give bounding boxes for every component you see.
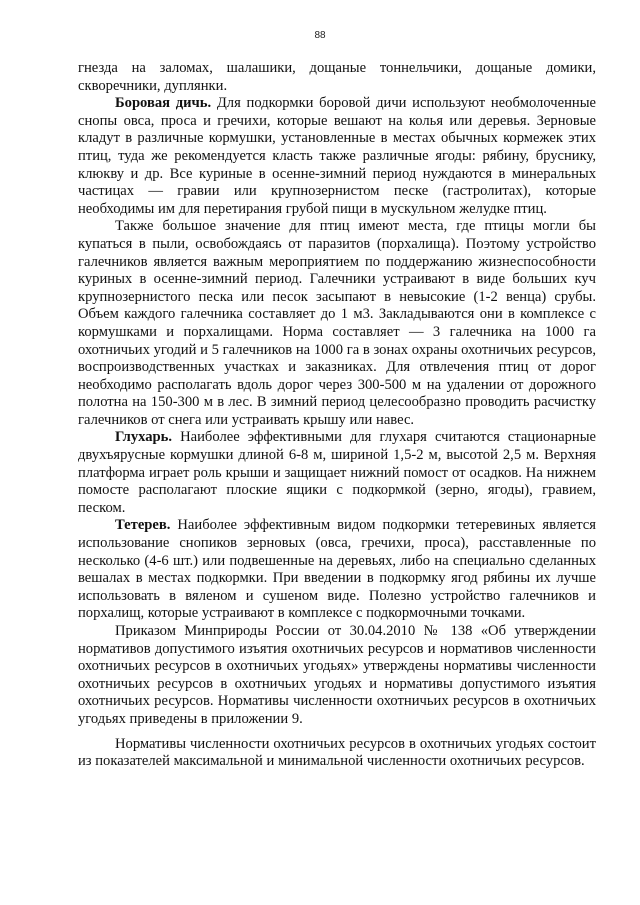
paragraph-forest-game: [78, 95, 596, 218]
page-number: 88: [314, 30, 326, 41]
paragraph-gravel-pits: [78, 218, 596, 429]
paragraph-text: Приказом Минприроды России от 30.04.2010 № 138 «Об утверждении нормативов допустимого изъятия охотничьих ресурсов и нормативов численности охотничьих ресурсов в охотничьих угодьях» утверждены нормативы численности охотничьих ресурсов в охотничьих угодьях и нормативы допустимого изъятия охотничьих ресурсов. Нормативы численности охотничьих ресурсов в охотничьих угодьях приведены в приложении 9.: [78, 623, 596, 727]
paragraph-text: гнезда на заломах, шалашики, дощаные тоннельчики, дощаные домики, скворечники, дуплянки.: [78, 60, 596, 94]
paragraph-text: Наиболее эффективными для глухаря считаются стационарные двухъярусные кормушки длиной 6-8 м, шириной 1,5-2 м, высотой 2,5 м. Верхняя платформа играет роль крыши и защищает нижний помост от осадков. На нижнем помосте располагают плоские ящики с подкормкой (зерно, ягоды), гравием, песком.: [78, 429, 596, 516]
paragraph-lead-capercaillie: Глухарь.: [115, 429, 173, 446]
paragraph-text: Также большое значение для птиц имеют места, где птицы могли бы купаться в пыли, освобождаясь от паразитов (порхалища). Поэтому устройство галечников является важным мероприятием по поддержанию жизнеспособности куриных в осенне-зимний период. Галечники устраивают в виде больших куч крупнозернистого песка или песок засыпают в невысокие (1-2 венца) срубы. Объем каждого галечника составляет до 1 м3. Закладываются они в комплексе с кормушками и порхалищами. Норма составляет — 3 галечника на 1000 га охотничьих угодий и 5 галечников на 1000 га в зонах охраны охотничьих ресурсов, воспроизводственных участках и заказниках. Для отвлечения птиц от дорог необходимо располагать вдоль дорог через 300-500 м на удалении от дорожного полотна на 150-300 м в лес. В зимний период целесообразно проводить расчистку галечников от снега или устраивать крышу или навес.: [78, 218, 596, 428]
paragraph-lead-black-grouse: Тетерев.: [115, 517, 171, 534]
paragraph-capercaillie: [78, 429, 596, 517]
paragraph-text: Нормативы численности охотничьих ресурсов в охотничьих угодьях состоит из показателей максимальной и минимальной численности охотничьих ресурсов.: [78, 735, 596, 770]
paragraph-black-grouse: [78, 517, 596, 623]
document-body: [78, 60, 596, 771]
paragraph-nest-structures: [78, 60, 596, 95]
paragraph-population-norms: [78, 736, 596, 771]
paragraph-ministry-order: [78, 623, 596, 729]
paragraph-text: Для подкормки боровой дичи используют необмолоченные снопы овса, проса и гречихи, которые вешают на колья или деревья. Зерновые кладут в различные кормушки, установленные в местах обычных кормежек этих птиц, туда же рекомендуется класть также различные ягоды: рябину, бруснику, клюкву и др. Все куриные в осенне-зимний период нуждаются в минеральных частицах — гравии или крупнозернистом песке (гастролитах), которые необходимы им для перетирания грубой пищи в мускульном желудке птиц.: [78, 95, 596, 217]
paragraph-lead-forest-game: Боровая дичь.: [115, 95, 212, 112]
paragraph-text: Наиболее эффективным видом подкормки тетеревиных является использование снопиков зерновых (овса, гречихи, проса), расставленные по несколько (4-6 шт.) или подвешенные на деревьях, либо на специально сделанных вешалах в местах подкормки. При введении в подкормку ягод рябины их лучше использовать в вяленом и сушеном виде. Полезно устройство галечников и порхалищ, которые устраивают в комплексе с подкормочными точками.: [78, 517, 596, 622]
